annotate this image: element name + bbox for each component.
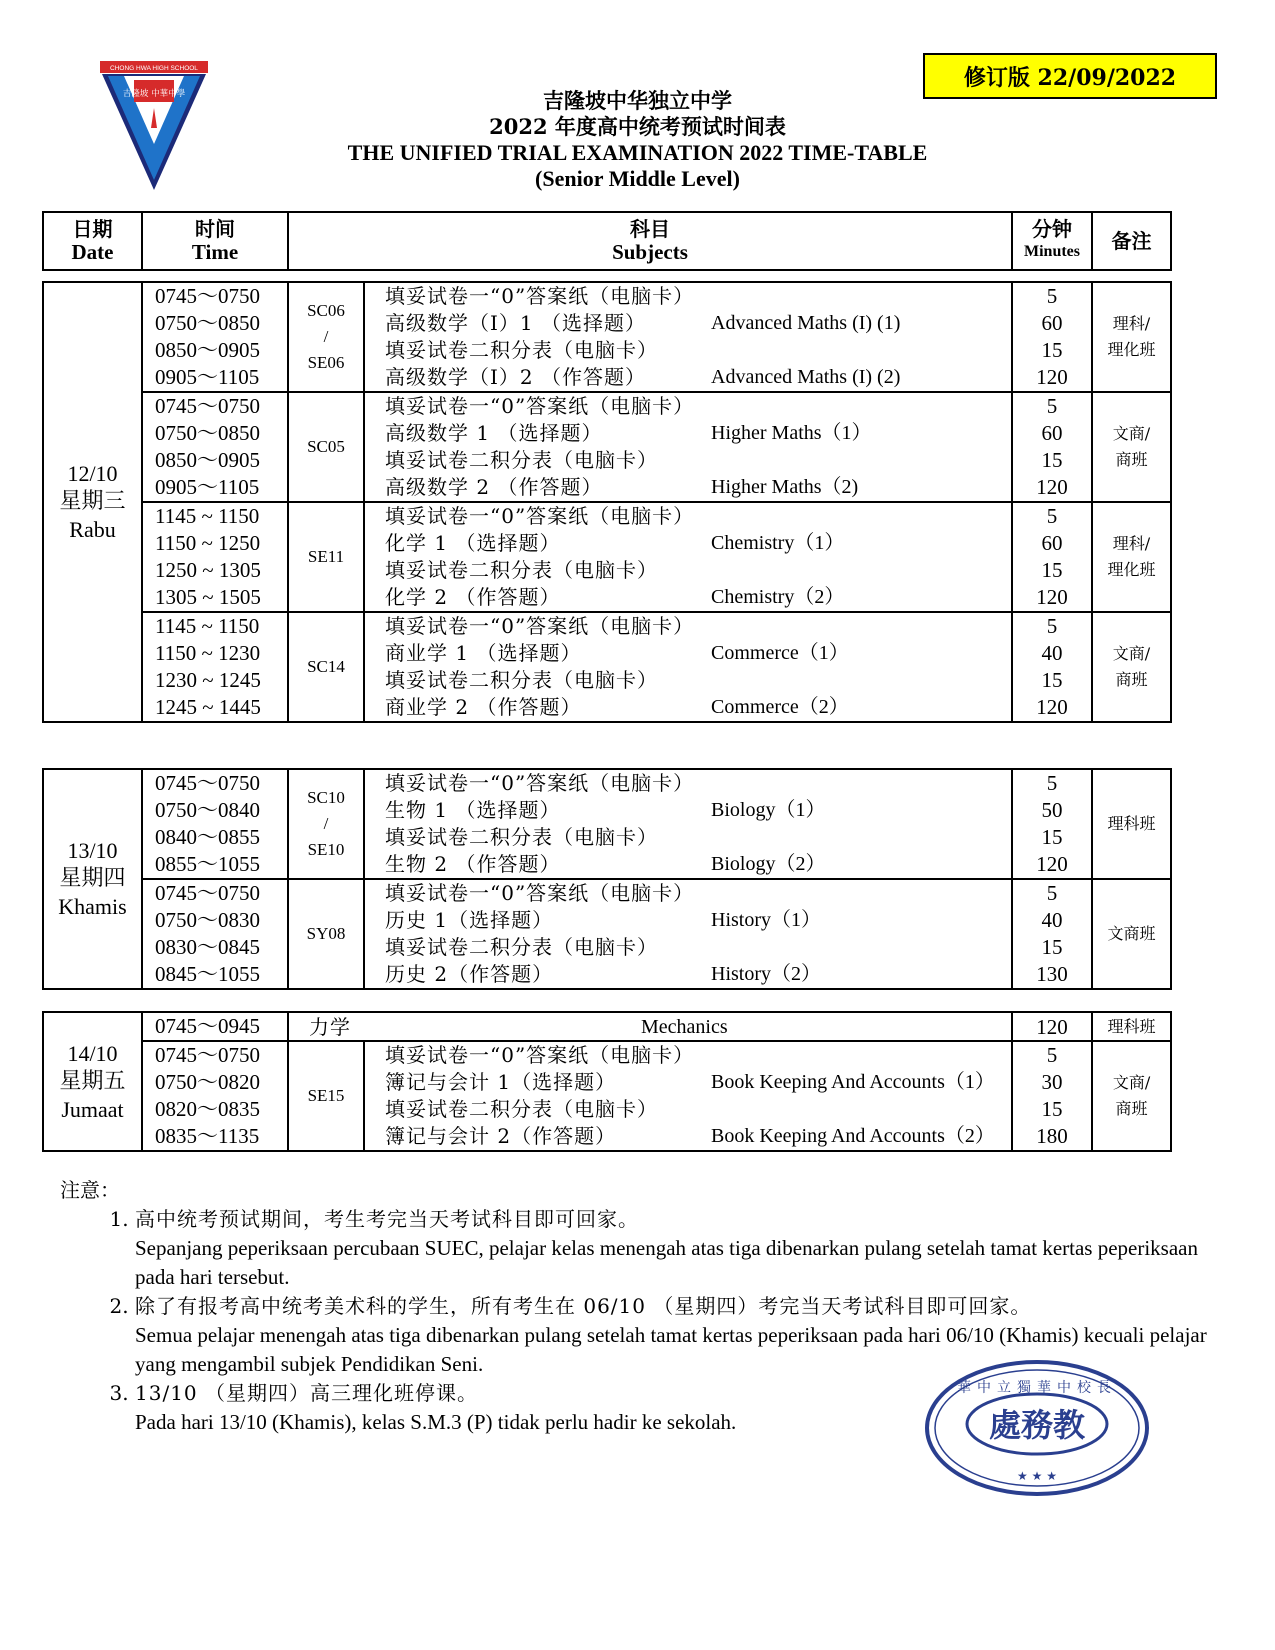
minutes-cell: 5 30 15 180	[1012, 1041, 1092, 1151]
subject-code: SC10 / SE10	[288, 769, 364, 879]
exam-block	[43, 502, 1171, 612]
subject-line: 填妥试卷二积分表（电脑卡）	[385, 1097, 658, 1121]
subjects-cell	[364, 612, 1012, 722]
subject-code: SE11	[288, 502, 364, 612]
exam-block	[43, 282, 1171, 392]
subject-line: 簿记与会计 2（作答题） Book Keeping And Accounts（2）	[385, 1124, 995, 1148]
minutes-cell: 5 50 15 120	[1012, 769, 1092, 879]
remark-cell: 理科/ 理化班	[1092, 282, 1171, 392]
subject-code: SY08	[288, 879, 364, 989]
subject-code: SE15	[288, 1041, 364, 1151]
time-cell	[142, 879, 288, 989]
remark-cell: 理科班	[1092, 1012, 1171, 1041]
header-date: 日期 Date	[43, 212, 142, 270]
time-slot: 0745～0750	[155, 881, 260, 905]
time-slot: 1250 ~ 1305	[155, 558, 261, 582]
svg-text:處務教: 處務教	[988, 1406, 1086, 1444]
time-cell: 0745～0945	[142, 1012, 288, 1041]
subject-line: 商业学 2 （作答题） Commerce（2）	[385, 695, 849, 719]
subjects-cell	[364, 282, 1012, 392]
remark-cell: 理科班	[1092, 769, 1171, 879]
document-title	[250, 88, 1025, 192]
logo-school-name: CHONG HWA HIGH SCHOOL	[110, 65, 198, 72]
time-slot: 1150 ~ 1230	[155, 641, 261, 665]
time-slot: 0750～0830	[155, 908, 260, 932]
subject-code: SC06 / SE06	[288, 282, 364, 392]
time-slot: 1150 ~ 1250	[155, 531, 261, 555]
time-slot: 0835～1135	[155, 1124, 260, 1148]
time-slot: 0850～0905	[155, 448, 260, 472]
time-cell	[142, 282, 288, 392]
subject-line: 高级数学 1 （选择题） Higher Maths（1）	[385, 421, 872, 445]
subject-line: 填妥试卷二积分表（电脑卡）	[385, 558, 658, 582]
school-logo	[100, 58, 208, 196]
remark-cell: 文商/ 商班	[1092, 612, 1171, 722]
date-cell: 12/10 星期三 Rabu	[43, 282, 142, 722]
subject-line: 历史 1（选择题） History（1）	[385, 908, 821, 932]
subject-line: 填妥试卷二积分表（电脑卡）	[385, 338, 658, 362]
subject-code: SC05	[288, 392, 364, 502]
subject-line: 填妥试卷二积分表（电脑卡）	[385, 825, 658, 849]
subject-line: 高级数学（I）1 （选择题） Advanced Maths (I) (1)	[385, 311, 901, 335]
time-slot: 1145 ~ 1150	[155, 504, 260, 528]
svg-text:★ ★ ★: ★ ★ ★	[1017, 1469, 1057, 1483]
exam-block	[43, 1041, 1171, 1151]
subject-line: 簿记与会计 1（选择题） Book Keeping And Accounts（1）	[385, 1070, 995, 1094]
time-slot: 0745～0750	[155, 394, 260, 418]
time-slot: 1230 ~ 1245	[155, 668, 261, 692]
time-slot: 1245 ~ 1445	[155, 695, 261, 719]
time-slot: 0855～1055	[155, 852, 260, 876]
remark-cell: 理科/ 理化班	[1092, 502, 1171, 612]
svg-text:華中立獨華中校長: 華中立獨華中校長	[957, 1380, 1117, 1396]
subject-line: 填妥试卷一“0”答案纸（电脑卡）	[385, 771, 695, 795]
subjects-cell	[364, 769, 1012, 879]
time-cell	[142, 612, 288, 722]
office-stamp	[922, 1358, 1152, 1498]
time-slot: 0745～0750	[155, 1043, 260, 1067]
subjects-cell: 力学 Mechanics	[288, 1012, 1012, 1041]
minutes-cell: 5 60 15 120	[1012, 392, 1092, 502]
minutes-cell: 5 60 15 120	[1012, 282, 1092, 392]
subjects-cell	[364, 879, 1012, 989]
subject-line: 填妥试卷一“0”答案纸（电脑卡）	[385, 1043, 695, 1067]
date-cell: 13/10 星期四 Khamis	[43, 769, 142, 989]
day-table-1410	[42, 1011, 1172, 1152]
subject-line: 高级数学（I）2 （作答题） Advanced Maths (I) (2)	[385, 365, 901, 389]
time-cell	[142, 769, 288, 879]
time-slot: 0850～0905	[155, 338, 260, 362]
exam-title-en: THE UNIFIED TRIAL EXAMINATION 2022 TIME-TABLE	[347, 140, 928, 165]
subject-line: 填妥试卷二积分表（电脑卡）	[385, 448, 658, 472]
subject-line: 生物 2 （作答题） Biology（2）	[385, 852, 826, 876]
subject-line: 填妥试卷一“0”答案纸（电脑卡）	[385, 504, 695, 528]
subject-line: 化学 1 （选择题） Chemistry（1）	[385, 531, 845, 555]
logo-chinese-text: 吉隆坡 中華中學	[122, 89, 186, 99]
subject-line: 填妥试卷二积分表（电脑卡）	[385, 935, 658, 959]
time-slot: 0845～1055	[155, 962, 260, 986]
date-cell: 14/10 星期五 Jumaat	[43, 1012, 142, 1151]
revision-badge: 修订版 22/09/2022	[923, 53, 1217, 99]
time-slot: 0750～0820	[155, 1070, 260, 1094]
day-table-1210	[42, 281, 1172, 723]
time-slot: 0830～0845	[155, 935, 260, 959]
subjects-cell	[364, 502, 1012, 612]
time-slot: 0820～0835	[155, 1097, 260, 1121]
time-slot: 1305 ~ 1505	[155, 585, 261, 609]
notes-heading: 注意：	[60, 1178, 120, 1202]
remark-cell: 文商/ 商班	[1092, 392, 1171, 502]
time-cell	[142, 502, 288, 612]
subject-line: 填妥试卷一“0”答案纸（电脑卡）	[385, 614, 695, 638]
subject-line: 商业学 1 （选择题） Commerce（1）	[385, 641, 849, 665]
subject-line: 填妥试卷一“0”答案纸（电脑卡）	[385, 394, 695, 418]
header-remarks: 备注	[1092, 212, 1171, 270]
time-cell	[142, 392, 288, 502]
subject-line: 高级数学 2 （作答题） Higher Maths（2)	[385, 475, 859, 499]
exam-block	[43, 879, 1171, 989]
exam-block	[43, 769, 1171, 879]
remark-cell: 文商班	[1092, 879, 1171, 989]
subject-line: 填妥试卷一“0”答案纸（电脑卡）	[385, 881, 695, 905]
exam-block	[43, 612, 1171, 722]
subjects-cell	[364, 392, 1012, 502]
header-minutes: 分钟 Minutes	[1012, 212, 1092, 270]
time-slot: 0840～0855	[155, 825, 260, 849]
subject-line: 历史 2（作答题） History（2）	[385, 962, 821, 986]
note-item: 2. 除了有报考高中统考美术科的学生，所有考生在 06/10 （星期四）考完当天考试科目即可回家。 Semua pelajar menengah atas tiga dibenarkan pulang setelah tamat kertas peperiksaan pada hari 06/10 (Khamis) kecuali pelajar yang mengambil subjek Pendidikan Seni.	[135, 1292, 1210, 1379]
time-slot: 0750～0850	[155, 421, 260, 445]
minutes-cell: 120	[1012, 1012, 1092, 1041]
minutes-cell: 5 40 15 130	[1012, 879, 1092, 989]
minutes-cell: 5 60 15 120	[1012, 502, 1092, 612]
day-table-1310	[42, 768, 1172, 990]
school-name: 吉隆坡中华独立中学	[543, 88, 732, 113]
subject-line: 填妥试卷二积分表（电脑卡）	[385, 668, 658, 692]
note-item: 1. 高中统考预试期间，考生考完当天考试科目即可回家。 Sepanjang peperiksaan percubaan SUEC, pelajar kelas menengah atas tiga dibenarkan pulang setelah tamat kertas peperiksaan pada hari tersebut.	[135, 1205, 1210, 1292]
exam-title-zh: 2022 年度高中统考预试时间表	[489, 114, 786, 139]
subject-code: SC14	[288, 612, 364, 722]
time-slot: 0750～0850	[155, 311, 260, 335]
exam-block	[43, 392, 1171, 502]
header-table	[42, 211, 1172, 271]
note-item: 3. 13/10 （星期四）高三理化班停课。 Pada hari 13/10 (Khamis), kelas S.M.3 (P) tidak perlu hadir ke sekolah.	[135, 1379, 1210, 1437]
time-slot: 0905～1105	[155, 365, 260, 389]
exam-level: (Senior Middle Level)	[535, 166, 740, 191]
time-slot: 0745～0750	[155, 771, 260, 795]
time-slot: 1145 ~ 1150	[155, 614, 260, 638]
remark-cell: 文商/ 商班	[1092, 1041, 1171, 1151]
subject-line: 填妥试卷一“0”答案纸（电脑卡）	[385, 284, 695, 308]
header-subjects: 科目 Subjects	[288, 212, 1012, 270]
time-cell	[142, 1041, 288, 1151]
subjects-cell	[364, 1041, 1012, 1151]
time-slot: 0750～0840	[155, 798, 260, 822]
subject-line: 化学 2 （作答题） Chemistry（2）	[385, 585, 845, 609]
time-slot: 0745～0750	[155, 284, 260, 308]
header-time: 时间 Time	[142, 212, 288, 270]
subject-line: 生物 1 （选择题） Biology（1）	[385, 798, 826, 822]
time-slot: 0905～1105	[155, 475, 260, 499]
minutes-cell: 5 40 15 120	[1012, 612, 1092, 722]
